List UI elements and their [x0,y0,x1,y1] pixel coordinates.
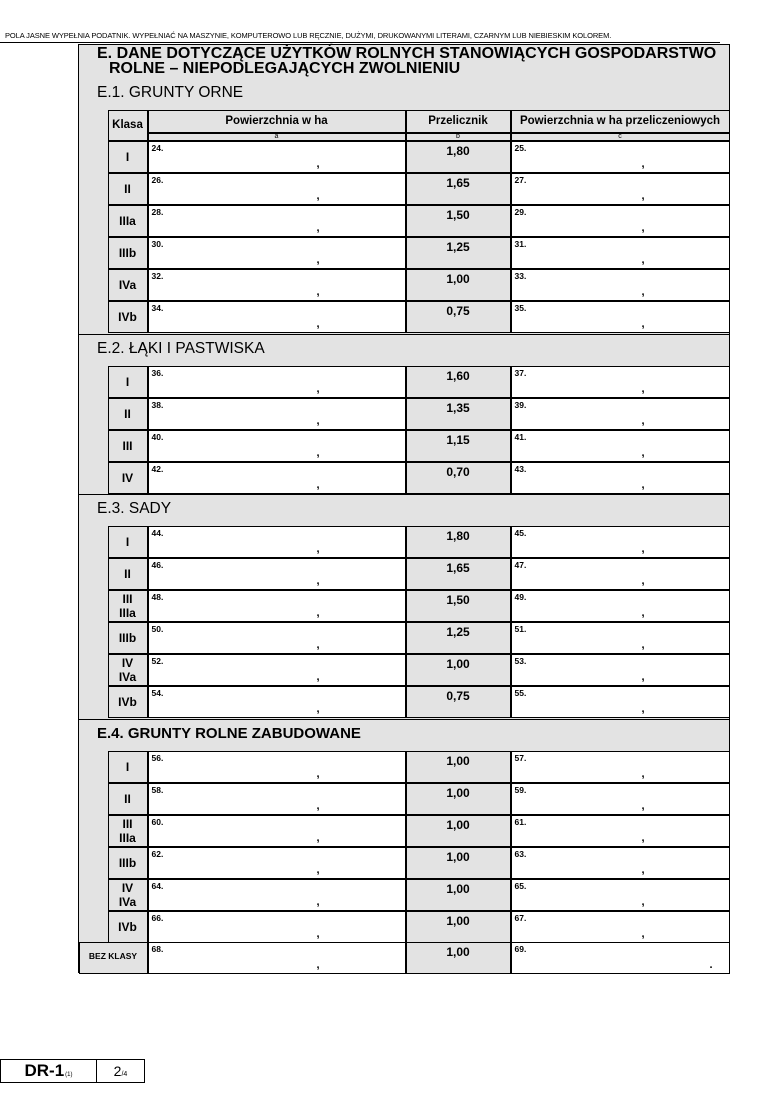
section-divider [79,334,730,335]
field-number: 67. [514,912,527,923]
decimal-comma: , [316,958,320,971]
field-number: 59. [514,784,527,795]
klasa-label: IV [121,470,134,485]
klasa-label: IIIb [118,855,137,870]
field-number: 56. [151,752,164,763]
przelicznik-cell: 1,00 [406,911,511,943]
decimal-comma: , [641,253,645,266]
section-title-e1: E.1. GRUNTY ORNE [97,84,244,101]
przelicznik-cell: 1,25 [406,237,511,269]
decimal-comma: , [641,446,645,459]
converted-area-field[interactable] [511,911,730,943]
converted-area-field[interactable] [511,686,730,718]
area-ha-field[interactable] [148,301,406,333]
converted-area-field[interactable] [511,879,730,911]
decimal-comma: , [641,189,645,202]
converted-area-field[interactable] [511,847,730,879]
converted-area-field[interactable] [511,815,730,847]
field-number: 37. [514,367,527,378]
converted-area-field[interactable] [511,942,730,974]
field-number: 55. [514,687,527,698]
decimal-comma: , [316,574,320,587]
field-number: 63. [514,848,527,859]
section-e-form [78,44,730,973]
area-ha-field[interactable] [148,237,406,269]
decimal-comma: , [316,478,320,491]
converted-area-field[interactable] [511,622,730,654]
przelicznik-cell: 1,80 [406,526,511,558]
field-number: 33. [514,270,527,281]
klasa-cell [108,205,148,237]
przelicznik-cell: 1,35 [406,398,511,430]
field-number: 38. [151,399,164,410]
przelicznik-cell: 1,15 [406,430,511,462]
decimal-comma: , [641,478,645,491]
field-number: 32. [151,270,164,281]
col-header-przelicznik: Przelicznik [406,110,511,133]
decimal-comma: , [641,863,645,876]
section-divider [79,494,730,495]
converted-area-field[interactable] [511,141,730,173]
przelicznik-cell: 1,50 [406,205,511,237]
page-number-box [96,1059,145,1083]
col-header-klasa: Klasa [108,110,148,141]
area-ha-field[interactable] [148,205,406,237]
converted-area-field[interactable] [511,783,730,815]
klasa-cell [108,686,148,718]
klasa-label: IVb [118,919,137,934]
field-number: 39. [514,399,527,410]
field-number: 49. [514,591,527,602]
page-number: 2 [113,1063,122,1079]
form-code-box [0,1059,97,1083]
converted-area-field[interactable] [511,237,730,269]
klasa-label: IVb [118,309,137,324]
area-ha-field[interactable] [148,654,406,686]
field-number: 36. [151,367,164,378]
decimal-comma: , [316,542,320,555]
converted-area-field[interactable] [511,654,730,686]
field-number: 47. [514,559,527,570]
klasa-cell [108,173,148,205]
field-number: 28. [151,206,164,217]
area-ha-field[interactable] [148,141,406,173]
decimal-comma: , [316,382,320,395]
decimal-comma: , [316,799,320,812]
field-number: 40. [151,431,164,442]
form-code-version: (1) [65,1072,73,1078]
area-ha-field[interactable] [148,815,406,847]
decimal-comma: , [641,927,645,940]
przelicznik-cell: 1,25 [406,622,511,654]
converted-area-field[interactable] [511,366,730,398]
klasa-cell [108,847,148,879]
field-number: 27. [514,174,527,185]
klasa-cell [108,526,148,558]
converted-area-field[interactable] [511,751,730,783]
field-number: 51. [514,623,527,634]
klasa-label: III IIIa [119,816,136,845]
section-title-e3: E.3. SADY [97,500,172,517]
przelicznik-cell: 1,65 [406,173,511,205]
field-number: 24. [151,142,164,153]
przelicznik-cell: 1,00 [406,654,511,686]
klasa-cell [108,590,148,622]
decimal-comma: , [316,606,320,619]
field-number: 64. [151,880,164,891]
area-ha-field[interactable] [148,173,406,205]
field-number: 45. [514,527,527,538]
field-number: 60. [151,816,164,827]
page-total: /4 [121,1070,128,1078]
klasa-label: IVa [118,277,137,292]
field-number: 69. [514,943,527,954]
klasa-cell [108,269,148,301]
przelicznik-cell: 1,00 [406,847,511,879]
decimal-comma: , [316,189,320,202]
area-ha-field[interactable] [148,879,406,911]
decimal-comma: , [641,799,645,812]
klasa-cell [108,558,148,590]
przelicznik-cell: 1,00 [406,269,511,301]
przelicznik-cell: 0,75 [406,686,511,718]
field-number: 43. [514,463,527,474]
top-divider [0,42,720,43]
przelicznik-cell: 1,60 [406,366,511,398]
klasa-cell [108,751,148,783]
decimal-comma: , [641,414,645,427]
area-ha-field[interactable] [148,430,406,462]
converted-area-field[interactable] [511,430,730,462]
area-ha-field[interactable] [148,462,406,494]
klasa-label: III [122,438,133,453]
klasa-cell [108,237,148,269]
przelicznik-cell: 1,00 [406,783,511,815]
section-e-header [97,46,727,76]
col-header-powierzchnia: Powierzchnia w ha [148,110,406,133]
przelicznik-cell: 1,00 [406,879,511,911]
section-divider [79,719,730,720]
form-instruction-note: POLA JASNE WYPEŁNIA PODATNIK. WYPEŁNIAĆ NA MASZYNIE, KOMPUTEROWO LUB RĘCZNIE, DUŻYMI, DRUKOWANYMI LITERAMI, CZARNYM LUB NIEBIESKIM KOLOREM. [5,31,612,40]
field-number: 52. [151,655,164,666]
decimal-comma: , [641,831,645,844]
field-number: 66. [151,912,164,923]
field-number: 29. [514,206,527,217]
field-number: 42. [151,463,164,474]
field-number: 62. [151,848,164,859]
field-number: 48. [151,591,164,602]
section-title-e2: E.2. ŁĄKI I PASTWISKA [97,340,265,357]
przelicznik-cell: 1,00 [406,815,511,847]
area-ha-field[interactable] [148,558,406,590]
col-sub-b: b [406,133,511,141]
field-number: 58. [151,784,164,795]
converted-area-field[interactable] [511,558,730,590]
decimal-comma: , [641,606,645,619]
klasa-cell [108,879,148,911]
decimal-comma: . [709,958,713,971]
klasa-label: II [124,406,131,421]
decimal-comma: , [641,542,645,555]
converted-area-field[interactable] [511,462,730,494]
klasa-label: IIIb [118,245,137,260]
converted-area-field[interactable] [511,269,730,301]
przelicznik-cell: 1,80 [406,141,511,173]
area-ha-field[interactable] [148,783,406,815]
decimal-comma: , [316,863,320,876]
klasa-label: IIIa [119,213,136,228]
field-number: 31. [514,238,527,249]
klasa-cell [108,398,148,430]
area-ha-field[interactable] [148,590,406,622]
decimal-comma: , [641,285,645,298]
field-number: 46. [151,559,164,570]
klasa-cell [108,462,148,494]
converted-area-field[interactable] [511,590,730,622]
przelicznik-cell: 1,65 [406,558,511,590]
converted-area-field[interactable] [511,205,730,237]
klasa-label: II [124,566,131,581]
area-ha-field[interactable] [148,751,406,783]
decimal-comma: , [316,702,320,715]
converted-area-field[interactable] [511,173,730,205]
area-ha-field[interactable] [148,269,406,301]
klasa-cell [108,366,148,398]
decimal-comma: , [641,702,645,715]
field-number: 44. [151,527,164,538]
klasa-label: I [125,374,130,389]
decimal-comma: , [641,221,645,234]
decimal-comma: , [641,767,645,780]
field-number: 50. [151,623,164,634]
area-ha-field[interactable] [148,622,406,654]
decimal-comma: , [641,638,645,651]
przelicznik-cell: 0,70 [406,462,511,494]
decimal-comma: , [316,157,320,170]
field-number: 30. [151,238,164,249]
klasa-cell [108,301,148,333]
field-number: 41. [514,431,527,442]
section-e-header-line1: E. DANE DOTYCZĄCE UŻYTKÓW ROLNYCH STANOWIĄCYCH GOSPODARSTWO [97,45,717,62]
decimal-comma: , [641,574,645,587]
converted-area-field[interactable] [511,526,730,558]
decimal-comma: , [641,895,645,908]
col-sub-c: c [511,133,730,141]
decimal-comma: , [316,831,320,844]
klasa-cell [108,654,148,686]
field-number: 26. [151,174,164,185]
field-number: 53. [514,655,527,666]
klasa-label: I [125,149,130,164]
converted-area-field[interactable] [511,398,730,430]
klasa-label: IV IVa [118,880,137,909]
decimal-comma: , [316,446,320,459]
area-ha-field[interactable] [148,911,406,943]
decimal-comma: , [316,414,320,427]
przelicznik-cell: 0,75 [406,301,511,333]
klasa-cell [108,911,148,943]
klasa-cell [108,430,148,462]
form-code: DR-1 [24,1061,65,1080]
col-sub-a: a [148,133,406,141]
area-ha-field[interactable] [148,398,406,430]
field-number: 25. [514,142,527,153]
decimal-comma: , [641,382,645,395]
decimal-comma: , [316,767,320,780]
przelicznik-cell: 1,00 [406,942,511,974]
col-header-przeliczeniowe: Powierzchnia w ha przeliczeniowych [511,110,730,133]
klasa-cell [108,141,148,173]
klasa-label: BEZ KLASY [88,950,138,961]
klasa-label: II [124,181,131,196]
klasa-cell [108,815,148,847]
klasa-cell [108,783,148,815]
decimal-comma: , [316,253,320,266]
klasa-cell [108,622,148,654]
klasa-label: III IIIa [119,591,136,620]
section-e-header-line2: ROLNE – NIEPODLEGAJĄCYCH ZWOLNIENIU [109,60,461,77]
przelicznik-cell: 1,50 [406,590,511,622]
area-ha-field[interactable] [148,942,406,974]
decimal-comma: , [641,317,645,330]
decimal-comma: , [316,638,320,651]
field-number: 54. [151,687,164,698]
decimal-comma: , [316,317,320,330]
decimal-comma: , [316,221,320,234]
field-number: 34. [151,302,164,313]
przelicznik-cell: 1,00 [406,751,511,783]
decimal-comma: , [316,670,320,683]
field-number: 68. [151,943,164,954]
klasa-label: IV IVa [118,655,137,684]
decimal-comma: , [316,285,320,298]
field-number: 61. [514,816,527,827]
area-ha-field[interactable] [148,686,406,718]
area-ha-field[interactable] [148,526,406,558]
field-number: 57. [514,752,527,763]
section-title-e4: E.4. GRUNTY ROLNE ZABUDOWANE [97,725,361,742]
klasa-label: IVb [118,694,137,709]
decimal-comma: , [316,927,320,940]
decimal-comma: , [316,895,320,908]
klasa-cell [79,942,148,974]
klasa-label: IIIb [118,630,137,645]
area-ha-field[interactable] [148,366,406,398]
klasa-label: I [125,534,130,549]
field-number: 35. [514,302,527,313]
area-ha-field[interactable] [148,847,406,879]
decimal-comma: , [641,157,645,170]
converted-area-field[interactable] [511,301,730,333]
field-number: 65. [514,880,527,891]
klasa-label: I [125,759,130,774]
klasa-label: II [124,791,131,806]
decimal-comma: , [641,670,645,683]
